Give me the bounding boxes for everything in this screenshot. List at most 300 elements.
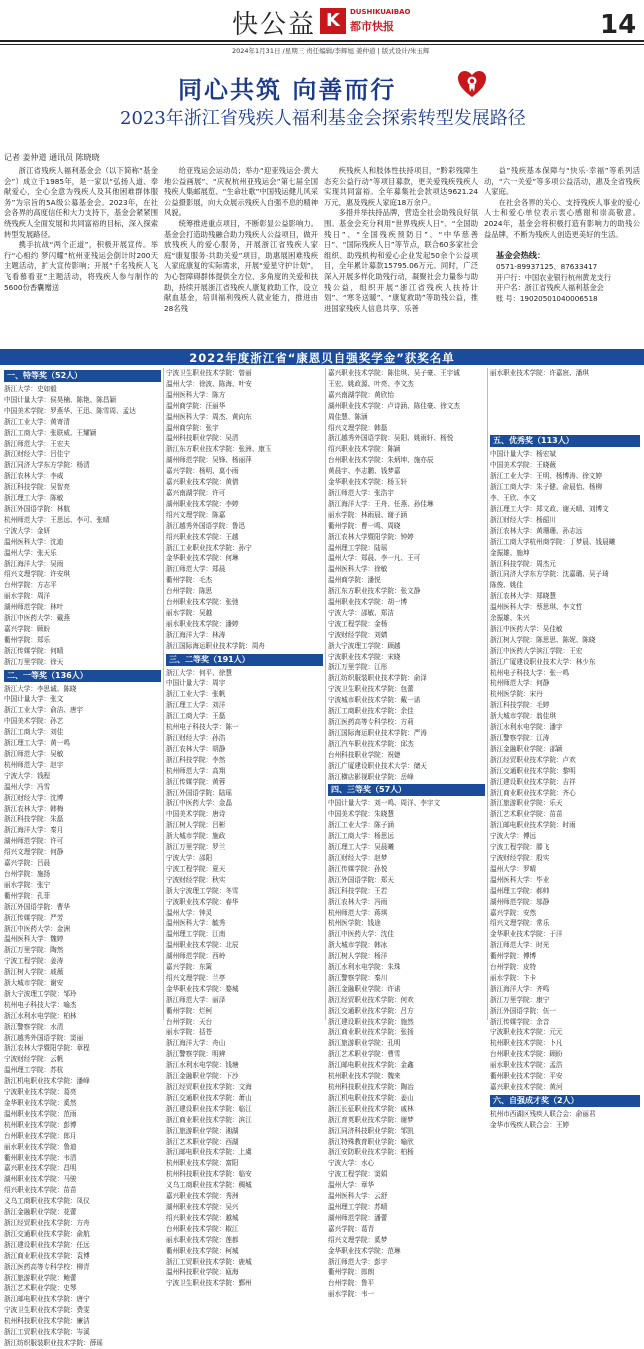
awardee-line: 浙江万里学院：康宁 [490, 995, 550, 1004]
article-paragraph: 在社会各界的关心、支持残疾人事业的爱心人士和爱心单位表示衷心感谢和崇高敬意。2024年，基金会将积极打造有影响力的助残公益品牌，不断为残疾人创造更美好的生活。 [484, 197, 640, 239]
awardee-line: 宁波大学：傅远 [490, 832, 537, 841]
foundation-info-box [496, 250, 636, 304]
award-section-header: 二、一等奖（136人） [4, 670, 161, 682]
awardee-line: 浙江交通职业技术学院：萧山 [166, 1093, 252, 1102]
page-number: 14 [600, 10, 637, 40]
awardee-line: 浙江万里学院：陶然 [4, 946, 64, 955]
awardee-line: 嘉兴学院：吕晨 [4, 859, 51, 868]
awardee-line: 金华职业技术学院：范琳 [328, 1246, 401, 1255]
awardee-line: 浙江金融职业学院：邵颖 [490, 744, 563, 753]
awardee-line: 中国美术学院：王晓薇 [490, 461, 556, 470]
awardee-line: 浙江邮电职业技术学院：金鑫 [328, 1061, 414, 1070]
subheadline: 2023年浙江省残疾人福利基金会探索转型发展路径 [120, 108, 526, 129]
awardee-line: 浙大宁波理工学院：邹玲 [4, 989, 77, 998]
awardee-line: 宁波财经学院：殷实 [490, 853, 550, 862]
awardee-line: 浙江机电职业技术学院：姜山 [328, 1093, 414, 1102]
honor-column-4 [490, 368, 640, 1129]
awardee-line: 杭州职业技术学院：魏来 [328, 1072, 401, 1081]
awardee-line: 宁波工程学院：滕飞 [490, 843, 550, 852]
awardee-line: 浙江树人学院：杨洋 [328, 952, 388, 961]
awardee-line: 浙江工业大学：俞洁、唐宇 [4, 706, 84, 715]
awardee-line: 湖州师范学院：西岭 [166, 952, 226, 961]
awardee-line: 宁波大学：钱程 [4, 771, 51, 780]
awardee-line: 杭州师范大学：王思远、李可、张晴 [4, 515, 110, 524]
awardee-line: 浙江建设职业技术学院：临江 [166, 1104, 252, 1113]
awardee-line: 宁波工程学院：金杨 [328, 619, 388, 628]
awardee-line: 浙江农林大学：冯雨 [328, 897, 388, 906]
awardee-line: 浙江工业大学：黄寄清 [4, 417, 70, 426]
awardee-line: 浙江邮电职业技术学院：唐宁 [4, 1295, 90, 1304]
awardee-line: 浙江万里学院：徐天 [4, 657, 64, 666]
awardee-line: 浙江越秀外国语学院：窦丽 [4, 1033, 84, 1042]
awardee-line: 杭州师范大学：高翔 [166, 766, 226, 775]
awardee-line: 浙江经贸职业技术学院：文海 [166, 1083, 252, 1091]
awardee-line: 宁波职业技术学院：宋晓 [328, 652, 401, 661]
awardee-line: 浙江艺术职业学院：曹雪 [328, 1050, 401, 1059]
awardee-line: 浙江海洋大学：舟山 [166, 1039, 226, 1048]
awardee-line: 宁波大学：邵阳 [166, 853, 213, 862]
awardee-line: 台州职业技术学院：顾盼 [490, 1050, 563, 1059]
awardee-line: 宁波财经学院：刘婧 [328, 630, 388, 639]
awardee-line: 温州理工学院：江南 [166, 930, 226, 939]
awardee-line: 嘉兴职业技术学院：黄倩 [166, 478, 239, 487]
awardee-line: 浙江商业职业技术学院：袁博 [4, 1251, 90, 1260]
awardee-line: 浙江水利水电学院：钱塘 [166, 1061, 239, 1070]
awardee-line: 浙江邮电职业技术学院：上虞 [166, 1148, 252, 1157]
masthead-rule-thin [0, 44, 644, 45]
awardee-line: 嘉兴职业技术学院：秀洲 [166, 1192, 239, 1201]
awardee-line: 浙江育英职业技术学院：谢梦 [328, 1115, 414, 1124]
awardee-line: 浙江工业职业技术学院：孙宁 [166, 543, 252, 552]
awardee-line: 宁波工程学院：夏天 [166, 864, 226, 873]
honor-list-banner [0, 349, 644, 365]
honor-list-title: 2022年度浙江省“康恩贝自强奖学金”获奖名单 [189, 351, 455, 365]
awardee-line: 杭州职业技术学院：彭博 [4, 1120, 77, 1129]
awardee-line: 温州大学：郑晨、李一凡、王可 [328, 554, 421, 563]
awardee-line: 衢州学院：郑乐 [4, 635, 51, 644]
awardee-line: 浙江经贸职业技术学院：卢欢 [490, 755, 576, 764]
awardee-line: 温州理工学院：苏晴 [328, 1202, 388, 1211]
awardee-line: 浙江国际海运职业技术学院：周舟 [166, 641, 265, 650]
awardee-line: 浙江艺术职业学院：史琴 [4, 1284, 77, 1293]
awardee-line: 丽水学院：张宁 [4, 880, 51, 889]
awardee-line: 杭州科技职业技术学院：临安 [166, 1170, 252, 1179]
article-column-2 [164, 166, 318, 336]
awardee-line: 浙江海洋大学：王舟、任燕、孙佳琳 [328, 499, 434, 508]
column-divider [163, 368, 164, 1020]
info-line: 0571-89937125、87633417 [496, 262, 598, 272]
awardee-line: 浙江纺织服装职业技术学院：俞泽 [328, 674, 427, 683]
awardee-line: 温州理工学院：陆瑶 [328, 543, 388, 552]
awardee-line: 嘉兴职业技术学院：黄河 [490, 1083, 563, 1091]
awardee-line: 绍兴职业技术学院：越城 [166, 1213, 239, 1222]
awardee-line: 杭州电子科技大学：喻杰 [4, 1000, 77, 1009]
info-title: 基金会热线： [496, 250, 546, 260]
awardee-line: 宁波卫生职业技术学院：费雯 [4, 1306, 90, 1315]
awardee-line: 金华职业技术学院：奚然 [4, 1099, 77, 1107]
awardee-line: 浙江金融职业学院：许诺 [328, 984, 401, 993]
awardee-line: 浙江大学：史如毅 [4, 385, 57, 393]
awardee-line: 嘉兴学院：安然 [490, 908, 537, 917]
awardee-line: 宁波职业技术学院：葛亮 [4, 1088, 77, 1097]
awardee-line: 浙江大学：李思诚、陈晓 [4, 684, 77, 693]
awardee-line: 丽水职业技术学院：孟浩 [490, 1061, 563, 1070]
awardee-line: 浙江海洋大学：林涛 [166, 630, 226, 639]
awardee-line: 浙江越秀外国语学院：吴阳、姚雨轩、杨悦 [328, 434, 454, 443]
award-section-header: 六、自强成才奖（2人） [490, 1095, 640, 1107]
awardee-line: 浙江师范大学：彭宇 [328, 1257, 388, 1266]
awardee-line: 浙江水利水电学院：潘宇 [490, 723, 563, 732]
awardee-line: 台州学院：天台 [166, 1017, 213, 1026]
masthead-rule [0, 40, 644, 42]
awardee-line: 台州职业技术学院：朱炳坤、施亦辰 [328, 456, 434, 465]
awardee-line: 浙江工商大学：王磊 [166, 712, 226, 721]
awardee-line: 绍兴职业技术学院：王越 [166, 532, 239, 541]
article-column-3 [324, 166, 478, 336]
awardee-line: 宁波卫生职业技术学院：曾丽 [166, 369, 252, 377]
headline: 同心共筑 向善而行 [178, 76, 397, 104]
awardee-line: 浙江商业职业技术学院：张扬 [328, 1028, 414, 1037]
article-paragraph: 携手抗战“两个正道”，积极开展宣传。举行“心相约 梦闪耀”杭州亚残运会倒计时200天主题活动，扩大宣传影响；开展“千名残疾人飞飞看慕看亚”主题活动，将残疾人参与制作的5600份香囊赠送 [4, 240, 158, 292]
awardee-line: 浙江越秀外国语学院：鲁迅 [166, 521, 246, 530]
award-section-header: 五、优秀奖（113人） [490, 435, 640, 447]
awardee-line: 浙江工贸职业技术学院：岑溪 [4, 1328, 90, 1337]
awardee-line: 浙江师范大学：吴敏 [4, 750, 64, 758]
awardee-line: 中国美术学院：朱晓慧 [328, 810, 394, 819]
awardee-line: 温州医科大学：魏婷 [4, 935, 64, 944]
awardee-line: 衢州学院：烂柯 [166, 1006, 213, 1015]
awardee-line: 宁波职业技术学院：元元 [490, 1028, 563, 1037]
awardee-line: 浙江农林大学：韩梅 [4, 804, 64, 813]
awardee-line: 宁波财经学院：秋实 [166, 875, 226, 884]
awardee-line: 宁波城市职业技术学院：戴一诺 [328, 696, 421, 705]
awardee-line: 嘉兴学院：葛青 [328, 1224, 375, 1233]
article-paragraph: 益”残疾基本保障与“快乐·幸福”等系列活动，“六一关爱”等多项公益活动，惠及全省残疾人家庭。 [484, 166, 640, 197]
awardee-line: 浙江外国语学院：曹华 [4, 902, 70, 911]
awardee-line: 浙江中医药大学：戴燕 [4, 614, 70, 623]
awardee-line: 浙江横店影视职业学院：岳峰 [328, 772, 414, 781]
awardee-line: 宁波卫生职业技术学院：鄞州 [166, 1279, 252, 1288]
awardee-line: 衢州学院：曹一鸣、周晓 [328, 521, 401, 530]
awardee-line: 浙江旅游职业学院：乐天 [490, 799, 563, 808]
awardee-line: 温州医科大学：沈迪 [4, 537, 64, 546]
awardee-line: 杭州市西湖区残疾人联合会：俞丽君 [490, 1109, 596, 1118]
awardee-line: 浙江理工大学：陈敏 [4, 494, 64, 503]
masthead [0, 0, 644, 56]
awardee-line: 衢州职业技术学院：韦清 [4, 1153, 77, 1162]
awardee-line: 绍兴文理学院：韩磊 [328, 423, 388, 432]
awardee-line: 宁波大学：邵敏、郑洁 [328, 608, 394, 617]
awardee-line: 义乌工商职业技术学院：稠城 [166, 1181, 252, 1190]
awardee-line: 绍兴文理学院：许安琪 [4, 570, 70, 579]
awardee-line: 浙江同济科技职业学院：邹凯 [328, 1126, 414, 1135]
awardee-line: 浙江中医药大学：沈佳 [328, 930, 394, 939]
awardee-line: 浙江旅游职业学院：湘湖 [166, 1126, 239, 1135]
awardee-line: 绍兴职业技术学院：陈颖 [328, 445, 401, 454]
awardee-line: 浙江树人学院：戚薇 [4, 968, 64, 977]
awardee-line: 浙江科技学院：吴智亮 [4, 483, 70, 492]
awardee-line: 宁波工程学院：姜涛 [4, 957, 64, 966]
awardee-line: 台州职业技术学院：郎月 [4, 1131, 77, 1140]
awardee-line: 浙大城市学院：施政 [166, 832, 226, 841]
awardee-line: 浙江传媒学院：余音 [490, 1017, 550, 1026]
awardee-line: 杭州电子科技大学：张一鸣 [490, 668, 570, 677]
awardee-line: 温州大学：张天乐 [4, 548, 57, 557]
newspaper-logo-cn: 都市快报 [350, 20, 394, 33]
honor-column-2 [166, 368, 323, 1288]
awardee-line: 浙江树人学院：陈思思、陈妮、陈晓 [490, 635, 596, 644]
awardee-line: 浙江海洋大学：吴雨 [4, 559, 64, 568]
awardee-line: 嘉兴职业技术学院：陈佳琪、吴子豪、王宇诚 [328, 369, 460, 377]
awardee-line: 丽水职业技术学院：莲都 [166, 1235, 239, 1244]
awardee-line: 浙江外国语学院：伍一 [490, 1006, 556, 1015]
awardee-line: 温州医科大学：云舒 [328, 1192, 388, 1201]
awardee-line: 台州职业技术学院：张弛 [166, 598, 239, 607]
awardee-line: 宁波工程学院：窦娟 [328, 1170, 388, 1179]
awardee-line: 浙大城市学院：韩冰 [328, 941, 388, 950]
awardee-line: 义乌工商职业技术学院：凤仪 [4, 1197, 90, 1206]
awardee-line: 浙江海洋大学：秦月 [4, 826, 64, 835]
awardee-line: 台州学院：方志平 [4, 581, 57, 590]
awardee-line: 浙江传媒学院：何晴 [4, 646, 64, 655]
awardee-line: 嘉兴学院：东篱 [166, 963, 213, 972]
awardee-line: 浙江工贸职业技术学院：鹿城 [166, 1257, 252, 1266]
awardee-line: 温州医科大学：周杰、黄向东 [166, 412, 252, 421]
awardee-line: 衢州学院：孔菲 [4, 891, 51, 900]
awardee-line: 浙江中医药大学：金晶 [166, 799, 232, 808]
awardee-line: 台州学院：施扬 [4, 869, 51, 878]
honor-column-3 [328, 368, 485, 1299]
newspaper-logo-en: DUSHIKUAIBAO [350, 8, 411, 16]
info-line: 开户行：中国农业银行杭州黄龙支行 [496, 272, 612, 282]
awardee-line: 浙江艺术职业学院：西湖 [166, 1137, 239, 1146]
awardee-line: 浙江理工大学：刘洋 [166, 701, 226, 710]
awardee-line: 嘉兴学院：杨明、莫小雨 [166, 467, 239, 476]
awardee-line: 温州职业技术学院：范雨 [4, 1109, 77, 1118]
awardee-line: 中国美术学院：唐诗 [166, 810, 226, 819]
awardee-line: 浙江理工大学：吴晨曦 [328, 843, 394, 852]
awardee-line: 湖州职业技术学院：吴兴 [166, 1202, 239, 1211]
awardee-line: 浙江工商职业技术学院：余佳 [328, 707, 414, 716]
awardee-line: 丽水职业技术学院：潘婷 [166, 619, 239, 628]
section-title: 快公益 [232, 10, 317, 40]
awardee-line: 浙江交通职业技术学院：俞航 [4, 1229, 90, 1238]
awardee-line: 丽水学院：林雨晨、谢子涵 [328, 510, 408, 519]
awardee-line: 湖州师范学院：林叶 [4, 603, 64, 612]
awardee-line: 浙江旅游职业学院：鲍蕾 [4, 1273, 77, 1282]
awardee-line: 浙江大学：何平、徐慧 [166, 668, 232, 677]
newspaper-logo-mark: K [320, 8, 346, 34]
awardee-line: 浙江农林大学：胡静 [166, 744, 226, 753]
awardee-line: 浙江农林大学暨阳学院：章程 [4, 1044, 90, 1053]
awardee-line: 杭州师范大学：何静 [490, 679, 550, 688]
awardee-line: 温州医科大学：陈方 [166, 390, 226, 399]
awardee-line: 浙江水利水电学院：柏林 [4, 1011, 77, 1020]
awardee-line: 周佳慧、陈涵 [328, 412, 368, 421]
awardee-line: 湖州师范学院：吴锋、杨丽萍 [166, 456, 252, 465]
awardee-line: 陈俊、姚佳 [490, 581, 523, 590]
awardee-line: 浙江金融职业学院：下沙 [166, 1072, 239, 1081]
awardee-line: 衢州职业技术学院：柯城 [166, 1246, 239, 1255]
awardee-line: 湖州职业技术学院：卢诗涵、陈佳豪、徐文杰 [328, 401, 460, 410]
awardee-line: 浙江警察学院：明辨 [166, 1050, 226, 1059]
awardee-line: 绍兴文理学院：何静 [4, 848, 64, 857]
awardee-line: 浙江财经大学：孙浩 [166, 734, 226, 742]
awardee-line: 浙大城市学院：翁佳琪 [490, 712, 556, 721]
awardee-line: 中国计量大学：杨宏斌 [490, 450, 556, 459]
awardee-line: 中国计量大学：周宇 [166, 679, 226, 688]
awardee-line: 浙江经贸职业技术学院：何欢 [328, 995, 414, 1004]
awardee-line [490, 423, 640, 434]
awardee-line: 温州医科大学：毕业 [490, 875, 550, 884]
awardee-line: 浙江医药高等专科学校：柳青 [4, 1262, 90, 1271]
awardee-line: 浙江经贸职业技术学院：方舟 [4, 1218, 90, 1227]
awardee-line: 宁波大学：金妍 [4, 526, 51, 535]
awardee-line: 浙江东方职业技术学院：张文静 [328, 587, 421, 596]
awardee-line [490, 412, 640, 423]
awardee-line: 浙江机电职业技术学院：潘峰 [4, 1077, 90, 1086]
awardee-line: 浙江建设职业技术学院：任远 [4, 1240, 90, 1249]
awardee-line: 浙江纺织服装职业技术学院：薛瑶 [4, 1338, 103, 1347]
info-line: 开户名：浙江省残疾人福利基金会 [496, 283, 604, 293]
awardee-line: 温州科技职业学院：吴清 [166, 434, 239, 443]
awardee-line: 浙江中医药大学：吴佳敏 [490, 624, 563, 633]
column-divider [325, 368, 326, 1020]
awardee-line: 浙江科技学院：毛婷 [490, 701, 550, 710]
awardee-line: 绍兴文理学院：兰亭 [166, 973, 226, 982]
awardee-line: 金振雄、施坤 [490, 548, 530, 557]
awardee-line: 金华职业技术学院：婺城 [166, 984, 239, 993]
awardee-line: 杭州职业技术学院：富阳 [166, 1159, 239, 1168]
awardee-line: 浙江安防职业技术学院：柏杨 [328, 1148, 414, 1157]
awardee-line: 浙江理工大学：郑文政、谢天晴、刘博文 [490, 504, 609, 513]
awardee-line: 温州科技职业学院：瓯海 [166, 1268, 239, 1277]
awardee-line: 浙江工业大学：张帆 [166, 690, 226, 699]
awardee-line: 浙江传媒学院：黄蓉 [166, 777, 226, 786]
awardee-line: 温州大学：罗晴 [490, 864, 537, 873]
awardee-line: 浙江邮电职业技术学院：时雨 [490, 821, 576, 830]
honor-column-1 [4, 368, 161, 1347]
awardee-line: 浙江广厦建设职业技术大学：储天 [328, 761, 427, 770]
awardee-line: 衢州学院：傅博 [490, 952, 537, 961]
awardee-line: 金华职业技术学院：何琳 [166, 554, 239, 563]
awardee-line: 浙江财经大学：吕佳宁 [4, 450, 70, 459]
awardee-line [490, 379, 640, 390]
awardee-line: 金华市残疾人联合会：王婷 [490, 1120, 570, 1129]
awardee-line: 绍兴文理学院：陈嘉 [166, 510, 226, 519]
awardee-line: 丽水职业技术学院：鲁迪 [4, 1142, 77, 1151]
awardee-line: 杭州科技职业技术学院：陶冶 [328, 1083, 414, 1091]
awardee-line: 丽水学院：韦一 [328, 1290, 375, 1299]
awardee-line: 台州学院：皮特 [490, 963, 537, 972]
awardee-line: 浙江警察学院：水清 [4, 1022, 64, 1031]
awardee-line: 绍兴文理学院：奚梦 [328, 1235, 388, 1244]
awardee-line: 嘉兴学院：顾盼 [4, 624, 51, 633]
awardee-line: 中国计量大学：张文 [4, 695, 64, 704]
awardee-line: 杭州电子科技大学：陈一 [166, 723, 239, 732]
awardee-line: 宁波职业技术学院：春华 [166, 897, 239, 906]
awardee-line: 浙江水利水电学院：朱珠 [328, 963, 401, 972]
awardee-line: 浙大宁波理工学院：冬雪 [166, 886, 239, 895]
awardee-line: 浙江师范大学：郑晨 [166, 565, 226, 574]
awardee-line: 湖州职业技术学院：李婷 [166, 499, 239, 508]
awardee-line: 温州职业技术学院：北辰 [166, 941, 239, 950]
awardee-line: 浙江中医药大学：金洲 [4, 924, 70, 933]
awardee-line: 王宏、姚政源、叶亮、李文杰 [328, 379, 414, 388]
awardee-line [490, 390, 640, 401]
awardee-line: 浙江工业大学：陈子涵 [328, 821, 394, 830]
awardee-line: 浙江外国语学院：郑天 [328, 875, 394, 884]
awardee-line: 衢州学院：郎朗 [328, 1268, 375, 1277]
awardee-line: 温州大学：冯雪 [4, 782, 51, 791]
charity-heart-icon [457, 70, 487, 98]
awardee-line: 浙江同济大学东方学院：杨清 [4, 461, 90, 470]
awardee-line: 浙江科技学院：朱磊 [4, 815, 64, 824]
awardee-line: 浙江外国语学院：林航 [4, 504, 70, 513]
awardee-line: 杭州师范大学：赵宇 [4, 760, 64, 769]
awardee-line: 衢州学院：毛杰 [166, 576, 213, 585]
awardee-line: 浙江商业职业技术学院：齐心 [490, 788, 576, 797]
awardee-line: 台州职业技术学院：椒江 [166, 1224, 239, 1233]
awardee-line: 浙江汽车职业技术学院：邱杰 [328, 739, 414, 748]
awardee-line: 温州大学：徐波、陈海、叶安 [166, 379, 252, 388]
awardee-line: 浙江师范大学：丽泽 [166, 995, 226, 1004]
awardee-line: 衢州职业技术学院：平安 [490, 1072, 563, 1081]
awardee-line: 温州医科大学：毓秀 [166, 919, 226, 928]
awardee-line: 中国计量大学：刘一鸣、周洋、李宇文 [328, 799, 441, 808]
awardee-line: 浙江财经大学：杨韶川 [490, 515, 556, 524]
article-paragraph: 多措并举扶持品牌，营造全社会助残良好氛围。基金会充分利用“世界残疾人日”、“全国助残日”、“全国残疾预防日”、“中华慈善日”、“国际残疾人日”等节点，联合60多家社会组织、助残机构和爱心企业发起50余个公益项目，全年累计募款15795.06万元。同时，广泛深入开展多样化助残行动，凝聚社会力量参与助残公益，组织开展“浙江省残疾人扶持计划”、“寒冬送暖”、“康复救助”等助残公益，推进国家残疾人信息共享、乐善 [324, 208, 478, 313]
awardee-line: 浙大城市学院：谢安 [4, 979, 64, 988]
awardee-line: 温州医科大学：蔡思琪、李文哲 [490, 603, 583, 612]
awardee-line: 浙江金融职业学院：花蕾 [4, 1208, 77, 1217]
awardee-line: 金华职业技术学院：杨玉轩 [328, 478, 408, 487]
awardee-line: 嘉兴南湖学院：黄欣怡 [328, 390, 394, 399]
award-section-header: 一、特等奖（52人） [4, 370, 161, 382]
awardee-line: 台州学院：陈思 [166, 587, 213, 596]
awardee-line: 温州大学：钟灵 [166, 908, 213, 917]
awardee-line: 浙江工商大学：刘佳 [4, 728, 64, 737]
awardee-line: 杭州职业技术学院：卜凡 [490, 1039, 563, 1048]
article-paragraph: 给亚残运会运动员；举办“迎亚残运会·黄大地公益画展”、“庆祝杭州亚残运会”第七届全国残疾人集邮展览、“生命壮歌”中国残运健儿风采公益摄影展，向大众展示残疾人自强不息的精神风貌。 [164, 166, 318, 218]
article-paragraph: 疾残疾人和肢体性扶持项目，“黔彩残障生态充公益行动”等项目募款，更关爱残疾残疾人实现共同富裕。全年募集社会款项达9621.24万元，惠及残疾人家庭18万余户。 [324, 166, 478, 207]
awardee-line [490, 401, 640, 412]
awardee-line: 温州商学院：汪丽华 [166, 401, 226, 410]
awardee-line: 李、王欣、李文 [490, 494, 537, 503]
awardee-line: 浙江万里学院：罗兰 [166, 843, 226, 852]
awardee-line: 浙江警察学院：江涛 [490, 734, 550, 742]
awardee-line: 杭州师范大学：蒋琪 [328, 908, 388, 917]
awardee-line: 台州学院：鲁平 [328, 1279, 375, 1288]
awardee-line: 温州商学院：潘悦 [328, 576, 381, 585]
awardee-line: 浙江树人学院：吕彬 [166, 821, 226, 830]
awardee-line: 湖州师范学院：潘蕾 [328, 1213, 388, 1222]
awardee-line: 浙江传媒学院：严芳 [4, 913, 64, 922]
awardee-line: 丽水学院：卞卡 [490, 973, 537, 982]
awardee-line: 湖州师范学院：许可 [4, 837, 64, 846]
awardee-line: 浙江建设职业技术学院：吉祥 [490, 777, 576, 786]
awardee-line: 浙江农林大学：李威 [4, 472, 64, 481]
awardee-line: 浙江同济大学东方学院：沈嘉璐、吴子琦 [490, 570, 609, 579]
awardee-line: 杭州科技职业技术学院：廉洁 [4, 1317, 90, 1326]
awardee-line: 温州理工学院：苏杭 [4, 1066, 64, 1075]
awardee-line: 浙江建设职业技术学院：施然 [328, 1017, 414, 1026]
awardee-line: 浙江理工大学：黄一鸣 [4, 739, 70, 748]
awardee-line: 浙江警察学院：秦川 [328, 973, 388, 982]
awardee-line: 浙江特殊教育职业学院：喻欣 [328, 1137, 414, 1146]
awardee-line: 宁波财经学院：云帆 [4, 1055, 64, 1064]
awardee-line: 浙江东方职业技术学院：张洲、康玉 [166, 445, 272, 454]
